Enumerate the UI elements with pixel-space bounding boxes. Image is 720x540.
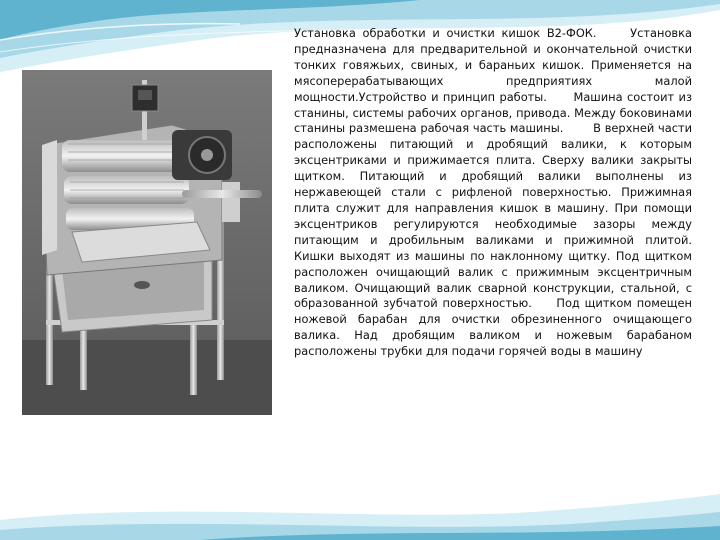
machine-photo: [22, 70, 272, 415]
intestine-cleaning-machine-image: [22, 70, 272, 415]
description-text: Установка обработки и очистки кишок В2-ФОК. Установка предназначена для предварительной и окончательной очистки тонких говяжьих, свиных, и бараньих кишок. Применяется на мясоперерабатывающих предприятиях малой мощности.Устройство и принцип работы. Машина состоит из станины, системы рабочих органов, привода. Между боковинами станины размешена рабочая часть машины. В верхней части расположены питающий и дробящий валики, к которым эксцентриками и прижимается плита. Сверху валики закрыты щитком. Питающий и дробящий валики выполнены из нержавеющей стали с рифленой поверхностью. Прижимная плита служит для направления кишок в машину. При помощи эксцентриков регулируются необходимые зазоры между питающим и дробильным валиками и прижимной плитой. Кишки выходят из машины по наклонному щитку. Под щитком расположен очищающий валик с прижимным эксцентричным валиком. Очищающий валик сварной конструкции, стальной, с образованной зубчатой поверхностью. Под щитком помещен ножевой барабан для очистки обрезиненного очищающего валика. Над дробящим валиком и ножевым барабаном расположены трубки для подачи горячей воды в машину: [294, 26, 714, 359]
bottom-wave-decoration: [0, 480, 720, 540]
